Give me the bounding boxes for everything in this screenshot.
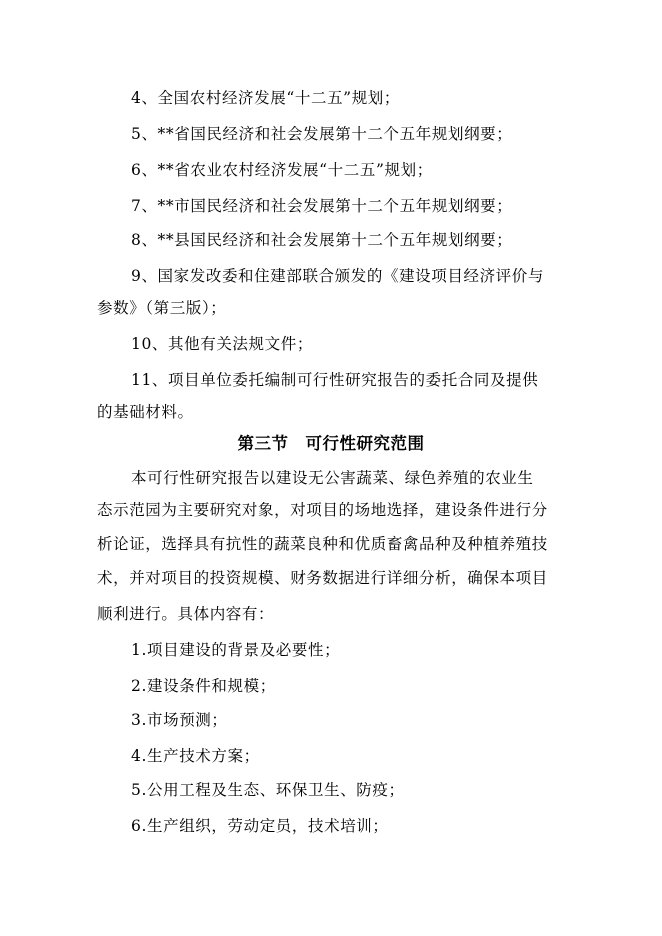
list-item: 5、**省国民经济和社会发展第十二个五年规划纲要； [131, 125, 513, 143]
section-title: 第三节 可行性研究范围 [237, 434, 425, 453]
paragraph-line: 析论证，选择具有抗性的蔬菜良种和优质畜禽品种及种植养殖技 [97, 535, 548, 553]
list-item: 8、**县国民经济和社会发展第十二个五年规划纲要； [131, 231, 513, 249]
list-item-continuation: 参数》（第三版）； [97, 299, 227, 317]
paragraph-line: 态示范园为主要研究对象，对项目的场地选择，建设条件进行分 [97, 501, 548, 519]
paragraph-line: 顺利进行。具体内容有： [97, 605, 275, 623]
list-item-continuation: 的基础材料。 [97, 403, 194, 421]
list-item: 6.生产组织，劳动定员，技术培训； [131, 817, 389, 835]
list-item: 9、国家发改委和住建部联合颁发的《建设项目经济评价与 [131, 267, 544, 285]
list-item: 4、全国农村经济发展“十二五”规划； [131, 89, 401, 107]
paragraph-line: 术，并对项目的投资规模、财务数据进行详细分析，确保本项目 [97, 569, 548, 587]
list-item: 6、**省农业农村经济发展“十二五”规划； [131, 161, 433, 179]
list-item: 2.建设条件和规模； [131, 677, 276, 695]
paragraph-line: 本可行性研究报告以建设无公害蔬菜、绿色养殖的农业生 [131, 469, 534, 487]
list-item: 11、项目单位委托编制可行性研究报告的委托合同及提供 [131, 371, 539, 389]
list-item: 10、其他有关法规文件； [131, 335, 313, 353]
list-item: 7、**市国民经济和社会发展第十二个五年规划纲要； [131, 197, 513, 215]
list-item: 5.公用工程及生态、环保卫生、防疫； [131, 781, 405, 799]
list-item: 3.市场预测； [131, 711, 228, 729]
list-item: 1.项目建设的背景及必要性； [131, 641, 341, 659]
list-item: 4.生产技术方案； [131, 747, 260, 765]
